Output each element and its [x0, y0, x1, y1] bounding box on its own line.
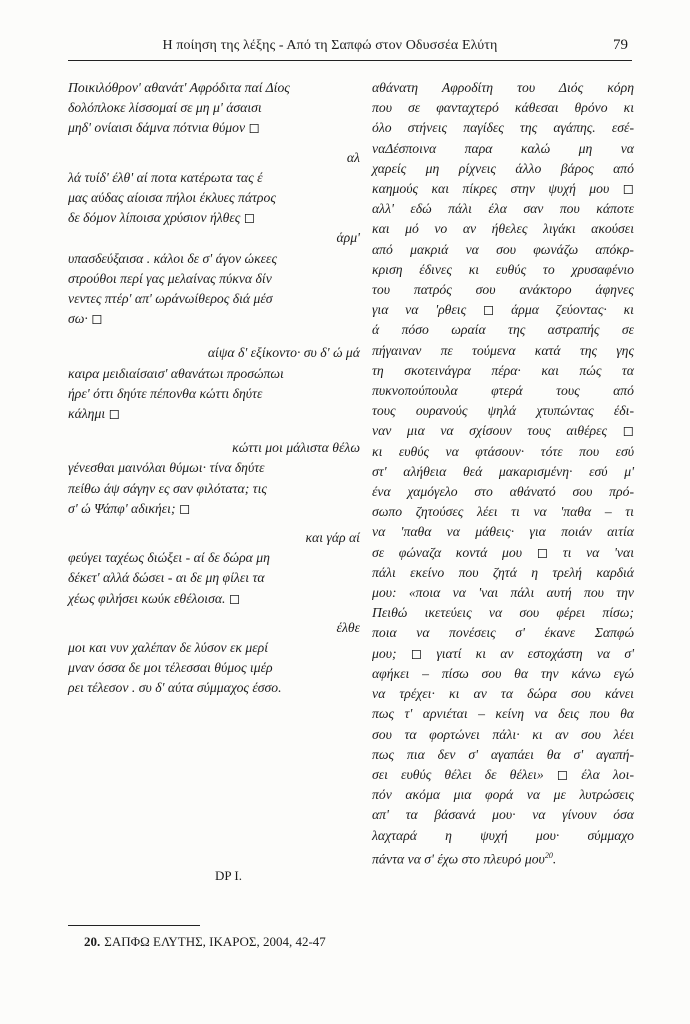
poem-line: δέκετ' αλλά δώσει - αι δε μη φίλει τα — [68, 570, 265, 586]
poem-line: αλ — [346, 149, 360, 165]
translation-line: πως τ' αρνιέται – κείνη να δεις που θα — [372, 706, 634, 722]
poem-line: μηδ' ονίαισι δάμνα πότνια θύμον ◻ — [68, 120, 260, 136]
footnote-number: 20. — [84, 934, 101, 949]
poem-line: και γάρ αί — [305, 530, 360, 546]
translation-line: πόν ακόμα μια φορά να με λυτρώσεις — [372, 787, 634, 803]
translation-line: τη σκοτεινάγρα πέρα· και πώς τα — [372, 362, 634, 378]
poem-line: ρει τέλεσον . συ δ' αύτα σύμμαχος έσσο. — [68, 680, 282, 696]
header-title: Η ποίηση της λέξης - Από τη Σαπφώ στον Οδυσσέα Ελύτη — [162, 38, 498, 53]
footnote-divider — [68, 925, 200, 926]
translation-line-final: πάντα να σ' έχω στο πλευρό μου$^{20}$. — [372, 850, 557, 867]
translation-line: στ' αλήθεια θεά μακαρισμένη· εσύ μ' — [372, 463, 634, 479]
poem-line: έλθε — [336, 619, 360, 635]
translation-line: από μακριά να σου φωνάζω απόκρ- — [372, 241, 634, 257]
poem-line: σ' ώ Ψάπφ' αδικήει; ◻ — [68, 500, 191, 516]
translation-line: κριση έδινες κι ευθύς το χρυσαφένιο — [372, 261, 634, 277]
translation-line: χαρείς μη ρίχνεις άλλο βάρος από — [372, 160, 634, 176]
translation-line: και μό νο αν ήθελες λιγάκι ακούσει — [372, 221, 634, 237]
translation-line: να 'παθα να μάθεις· για ποιάν αιτία — [372, 524, 634, 540]
translation-line: πήγαιναν πε τούμενα κατά της γης — [372, 342, 634, 358]
poem-line: Ποικιλόθρον' αθανάτ' Αφρόδιτα παί Δίος — [68, 80, 290, 95]
poem-line: γένεσθαι μαινόλαι θύμωι· τίνα δηύτε — [68, 460, 265, 476]
poem-line: δε δόμον λίποισα χρύσιον ήλθες ◻ — [68, 210, 256, 226]
translation-line: αφήκει – πίσω σου θα την κάνω εγώ — [372, 665, 634, 681]
poem-line: χέως φιλήσει κωύκ εθέλοισα. ◻ — [68, 590, 241, 606]
poem-line: ήρε' όττι δηύτε πέπονθα κώττι δηύτε — [68, 385, 263, 401]
poem-line: στρούθοι περί γας μελαίνας πύκνα δίν — [68, 270, 272, 286]
translation-line: σε φώναζα κοντά μου ◻ τι να 'ναι — [372, 544, 634, 560]
translation-line: σου τα φορτώνει πάλι· κι αν σου λέει — [372, 726, 634, 742]
poem-line: πείθω άψ σάγην ες σαν φιλότατα; τις — [68, 480, 267, 496]
translation-line: ά πόσο ωραία της αστραπής σε — [372, 322, 634, 338]
poem-line: κώττι μοι μάλιστα θέλω — [232, 440, 360, 456]
translation-line: καημούς και πίκρες στην ψυχή μου ◻ — [372, 181, 634, 197]
translation-column — [372, 78, 634, 869]
translation-line: Πειθώ ικετεύεις να σου φέρει πίσω; — [372, 605, 634, 621]
poem-line: μας αύδας αίοισα πήλοι έκλυες πάτρος — [68, 190, 276, 206]
translation-line: ναν μια να σχίσουν τους αιθέρες ◻ — [372, 423, 634, 439]
translation-line: κι ευθύς να φτάσουν· τότε που εσύ — [372, 443, 634, 459]
translation-line: όλο στήνεις παγίδες της αγάπης. εσέ- — [372, 120, 634, 136]
translation-line: σει ευθύς θέλει δε θέλει» ◻ έλα λοι- — [372, 766, 634, 782]
poem-line: νεντες πτέρ' απ' ωράνωίθερος διά μέσ — [68, 291, 273, 307]
poem-line: υπασδεύξαισα . κάλοι δε σ' άγον ώκεες — [68, 250, 277, 266]
translation-line: να τρέχει· κι αν τα δώρα σου κάνει — [372, 686, 634, 702]
poem-line: μοι και νυν χαλέπαν δε λύσον εκ μερί — [68, 640, 269, 656]
dp-label: DP I. — [215, 868, 242, 883]
running-header — [68, 36, 632, 61]
translation-line: λαχταρά η ψυχή μου· σύμμαχο — [372, 827, 634, 843]
translation-line: ένα χαμόγελο στο αθάνατό σου πρό- — [372, 484, 634, 500]
translation-line: απ' τα βάσανά μου· να γίνουν όσα — [372, 807, 634, 823]
poem-line: αίψα δ' εξίκοντο· συ δ' ώ μά — [207, 345, 360, 361]
translation-line: του πατρός σου ανάκτορο άφηνες — [372, 282, 634, 298]
translation-line: πυκνοπούπουλα φτερά τους από — [372, 383, 634, 399]
poem-line: σω· ◻ — [68, 311, 103, 327]
page-number: 79 — [613, 37, 628, 53]
translation-line: μου: «ποια να 'ναι πάλι αυτή που την — [372, 585, 634, 601]
translation-line: αθάνατη Αφροδίτη του Διός κόρη — [372, 80, 634, 95]
translation-line: πάλι εκείνο που ζητά η τρελή καρδιά — [372, 564, 634, 580]
poem-line: μναν όσσα δε μοι τέλεσσαι θύμος ιμέρ — [68, 660, 273, 676]
translation-line: αλλ' εδώ πάλι έλα σαν που κάποτε — [372, 201, 634, 217]
translation-line: που σε φανταχτερό κάθεσαι θρόνο κι — [372, 100, 634, 116]
translation-line: τους ουρανούς ψηλά χτυπώντας έδι- — [372, 403, 634, 419]
poem-line: κάλημι ◻ — [68, 406, 120, 422]
translation-line: ναΔέσποινα παρα καλώ μη να — [372, 140, 634, 156]
footnote-reference[interactable]: 20 — [544, 850, 553, 860]
poem-line: καιρα μειδιαίσαισ' αθανάτωι προσώπωι — [68, 365, 284, 381]
poem-line: δολόπλοκε λίσσομαί σε μη μ' άσαισι — [68, 100, 262, 116]
translation-line: σωπο ζητούσες λέει τι να 'παθα – τι — [372, 504, 634, 520]
translation-line: μου; ◻ γιατί κι αν εστοχάστη να σ' — [372, 645, 634, 661]
translation-line: για να 'ρθεις ◻ άρμα ζεύοντας· κι — [372, 302, 634, 318]
translation-line-text: πάντα να σ' έχω στο πλευρό μου — [372, 851, 545, 867]
poem-line: άρμ' — [336, 230, 360, 246]
footnote — [84, 934, 326, 950]
footnote-text: ΣΑΠΦΩ ΕΛΥΤΗΣ, ΙΚΑΡΟΣ, 2004, 42-47 — [104, 934, 326, 949]
translation-line: ποια να πονέσεις σ' έκανε Σαπφώ — [372, 625, 634, 641]
poem-line: λά τυίδ' έλθ' αί ποτα κατέρωτα τας έ — [68, 169, 263, 185]
ancient-greek-text-column — [68, 78, 360, 699]
translation-line: πως πια δεν σ' αγαπάει θα σ' αγαπή- — [372, 746, 634, 762]
poem-line: φεύγει ταχέως διώξει - αί δε δώρα μη — [68, 550, 270, 566]
